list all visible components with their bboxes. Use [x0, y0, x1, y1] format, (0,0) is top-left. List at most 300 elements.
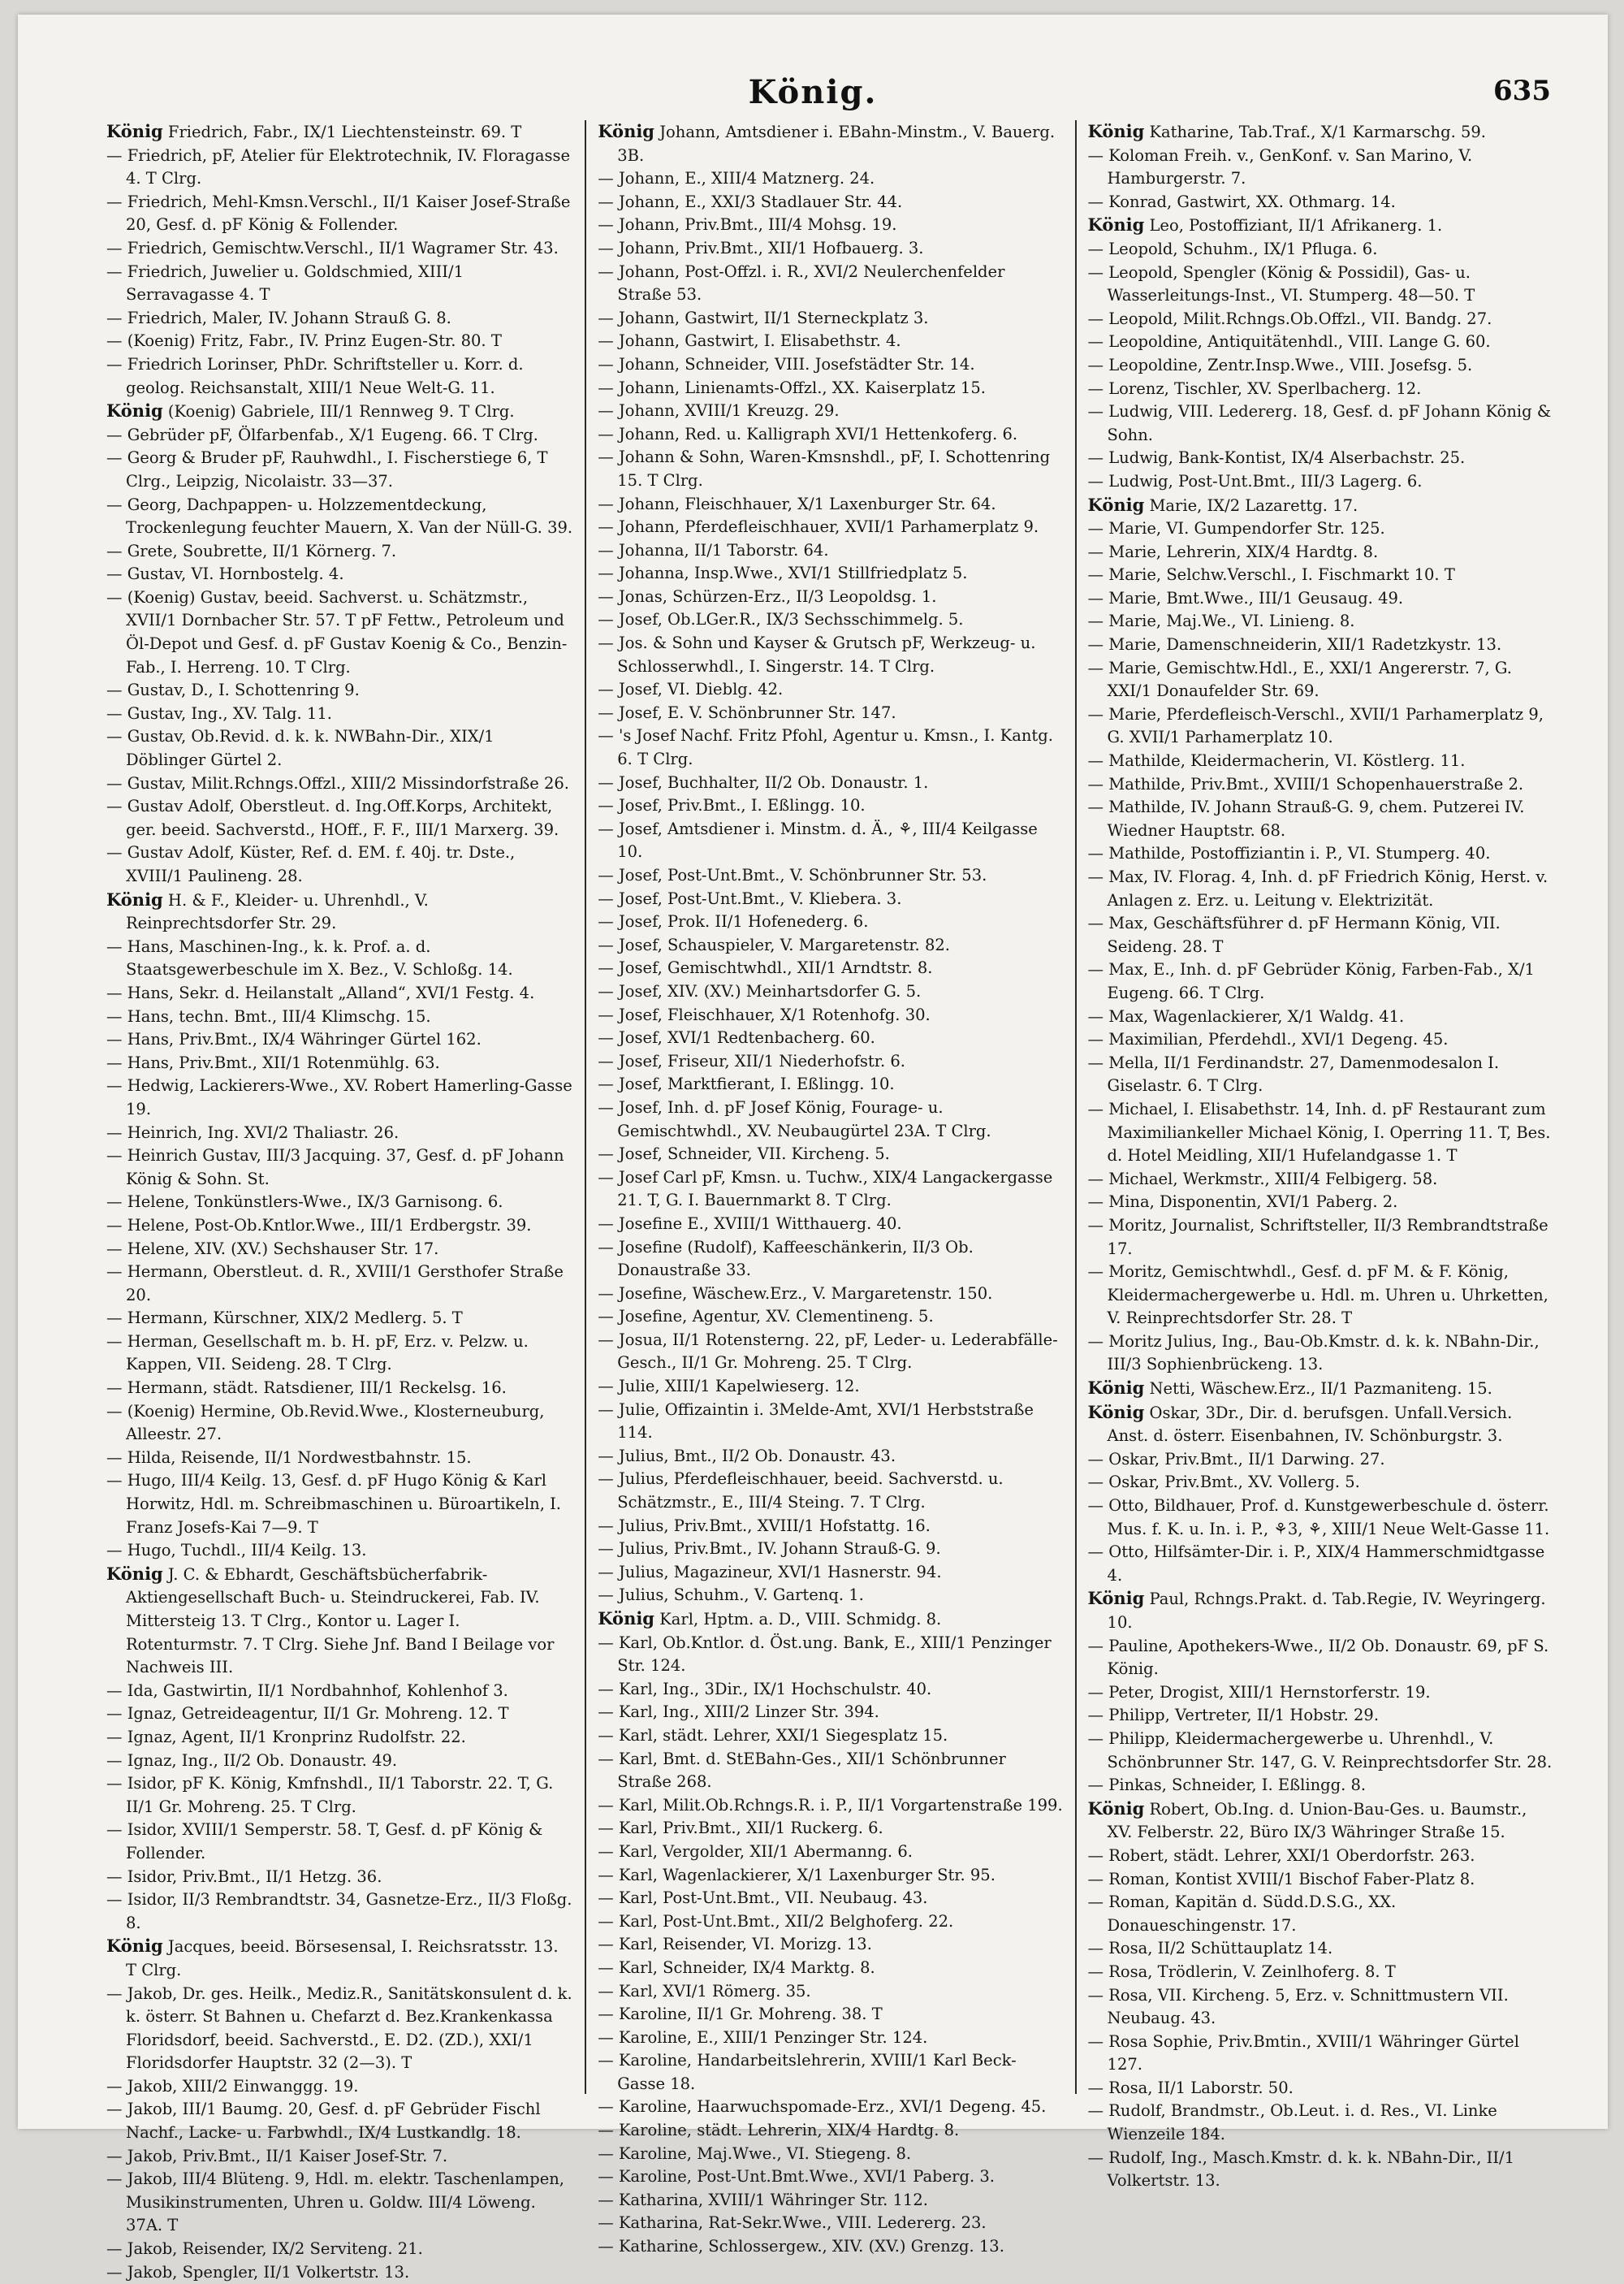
directory-entry — [1088, 1377, 1553, 1401]
surname-heading: König — [598, 121, 654, 141]
surname-heading: König — [106, 1936, 163, 1957]
directory-entry — [598, 191, 1063, 214]
entry-text: — Oskar, Priv.Bmt., XV. Vollerg. 5. — [1087, 1473, 1360, 1492]
entry-text: — Friedrich, Mehl-Kmsn.Verschl., II/1 Kaiser Josef-Straße 20, Gesf. d. pF König & Follender. — [106, 192, 571, 235]
directory-entry — [106, 540, 573, 564]
directory-entry — [598, 934, 1063, 958]
entry-text: — Josef, XVI/1 Redtenbacherg. 60. — [598, 1028, 875, 1048]
entry-text: — Grete, Soubrette, II/1 Körnerg. 7. — [106, 541, 397, 560]
entry-text: — Hilda, Reisende, II/1 Nordwestbahnstr. 15. — [106, 1447, 472, 1467]
entry-text: — Hugo, III/4 Keilg. 13, Gesf. d. pF Hugo König & Karl Horwitz, Hdl. m. Schreibmaschinen u. Büroartikeln, I. Franz Josefs-Kai 7—9. T — [106, 1471, 562, 1537]
directory-entry — [598, 911, 1063, 934]
directory-entry — [598, 1632, 1063, 1678]
entry-text: — Josef, Gemischtwhdl., XII/1 Arndtstr. 8. — [598, 958, 933, 978]
entry-text: — Marie, Maj.We., VI. Linieng. 8. — [1087, 612, 1355, 631]
entry-text: — Gebrüder pF, Ölfarbenfab., X/1 Eugeng. 66. T Clrg. — [106, 425, 538, 444]
entry-text: — Maximilian, Pferdehdl., XVI/1 Degeng. 45. — [1087, 1030, 1449, 1049]
directory-entry — [1088, 1168, 1553, 1192]
directory-entry — [598, 1329, 1063, 1375]
directory-entry — [598, 1236, 1063, 1283]
entry-text: — Karl, Ob.Kntlor. d. Öst.ung. Bank, E., XIII/1 Penzinger Str. 124. — [598, 1633, 1052, 1676]
entry-text: — Georg & Bruder pF, Rauhwdhl., I. Fischerstiege 6, T Clrg., Leipzig, Nicolaistr. 33—37. — [106, 448, 548, 491]
entry-text: — Hans, Priv.Bmt., IX/4 Währinger Gürtel 162. — [106, 1030, 482, 1049]
entry-text: — Julius, Magazineur, XVI/1 Hasnerstr. 94. — [598, 1562, 942, 1581]
entry-text: — Otto, Hilfsämter-Dir. i. P., XIX/4 Hammerschmidtgasse 4. — [1087, 1542, 1545, 1585]
directory-entry — [106, 1214, 573, 1238]
surname-heading: König — [106, 400, 163, 422]
entry-text: — Rudolf, Ing., Masch.Kmstr. d. k. k. NBahn-Dir., II/1 Volkertstr. 13. — [1087, 2148, 1515, 2191]
entry-text: — Josef, E. V. Schönbrunner Str. 147. — [598, 703, 896, 722]
directory-entry — [106, 261, 573, 307]
entry-text: — Mathilde, Postoffiziantin i. P., VI. Stumperg. 40. — [1087, 844, 1491, 863]
entry-text: — Leopold, Milit.Rchngs.Ob.Offzl., VII. Bandg. 27. — [1087, 309, 1492, 328]
directory-entry — [598, 888, 1063, 911]
directory-entry — [1088, 842, 1553, 866]
entry-text: — (Koenig) Fritz, Fabr., IV. Prinz Eugen-Str. 80. T — [106, 331, 502, 351]
directory-entry — [1088, 120, 1553, 145]
directory-entry — [598, 237, 1063, 261]
entry-text: — Johann, Linienamts-Offzl., XX. Kaiserplatz 15. — [598, 378, 986, 397]
directory-entry — [1088, 750, 1553, 773]
directory-entry — [106, 2168, 573, 2238]
directory-entry — [598, 1724, 1063, 1748]
directory-entry — [1088, 1681, 1553, 1705]
entry-text: Katharine, Tab.Traf., X/1 Karmarschg. 59. — [1144, 123, 1486, 141]
directory-entry — [1088, 1728, 1553, 1774]
surname-heading: König — [1087, 1588, 1145, 1609]
directory-entry — [598, 167, 1063, 191]
entry-text: — Ludwig, Bank-Kontist, IX/4 Alserbachstr. 25. — [1087, 448, 1466, 468]
page-number: 635 — [1493, 75, 1551, 107]
entry-text: — Johann, Priv.Bmt., III/4 Mohsg. 19. — [598, 215, 897, 235]
directory-entry — [1088, 1191, 1553, 1214]
entry-text: — Johann, Priv.Bmt., XII/1 Hofbauerg. 3. — [598, 238, 924, 257]
directory-entry — [598, 377, 1063, 400]
directory-entry — [598, 2212, 1063, 2235]
entry-text: — Julius, Schuhm., V. Gartenq. 1. — [598, 1585, 864, 1605]
directory-entry — [106, 1191, 573, 1214]
column-left — [95, 120, 585, 2282]
directory-entry — [1088, 1797, 1553, 1845]
entry-text: — Karoline, Post-Unt.Bmt.Wwe., XVI/1 Paberg. 3. — [598, 2167, 995, 2187]
directory-entry — [598, 1933, 1063, 1957]
directory-entry — [106, 1888, 573, 1935]
entry-text: — Ignaz, Ing., II/2 Ob. Donaustr. 49. — [106, 1750, 398, 1770]
directory-entry — [1088, 1098, 1553, 1168]
entry-text: — Karl, Wagenlackierer, X/1 Laxenburger Str. 95. — [598, 1865, 996, 1884]
entry-text: — Friedrich, Maler, IV. Johann Strauß G. 8. — [106, 308, 451, 327]
entry-text: — Marie, Lehrerin, XIX/4 Hardtg. 8. — [1087, 542, 1379, 561]
entry-text: — Moritz Julius, Ing., Bau-Ob.Kmstr. d. k. k. NBahn-Dir., III/3 Sophienbrückeng. 13. — [1087, 1331, 1540, 1374]
entry-text: Leo, Postoffiziant, II/1 Afrikanerg. 1. — [1144, 216, 1443, 236]
entry-text: — Jakob, III/4 Blüteng. 9, Hdl. m. elektr. Taschenlampen, Musikinstrumenten, Uhren u. Goldw. III/4 Löweng. 37A. T — [106, 2169, 564, 2235]
directory-entry — [598, 493, 1063, 517]
entry-text: — Karl, Bmt. d. StEBahn-Ges., XII/1 Schönbrunner Straße 268. — [598, 1749, 1006, 1792]
entry-text: — Friedrich, pF, Atelier für Elektrotechnik, IV. Floragasse 4. T Clrg. — [106, 145, 571, 188]
directory-entry — [106, 1539, 573, 1563]
entry-text: — Josef, Marktfierant, I. Eßlingg. 10. — [598, 1075, 895, 1094]
entry-text: — Karl, Vergolder, XII/1 Abermanng. 6. — [598, 1841, 913, 1861]
directory-entry — [598, 702, 1063, 725]
directory-entry — [106, 307, 573, 331]
entry-text: — Pauline, Apothekers-Wwe., II/2 Ob. Donaustr. 69, pF S. König. — [1087, 1636, 1549, 1679]
directory-entry — [1088, 1006, 1553, 1029]
directory-entry — [1088, 354, 1553, 378]
entry-text: Marie, IX/2 Lazarettg. 17. — [1144, 495, 1358, 515]
entry-text: — Johann, E., XXI/3 Stadlauer Str. 44. — [598, 192, 903, 211]
entry-text: Karl, Hptm. a. D., VIII. Schmidg. 8. — [654, 1610, 942, 1629]
directory-entry — [598, 818, 1063, 864]
directory-entry — [106, 1028, 573, 1052]
entry-text: — Josef, Amtsdiener i. Minstm. d. Ä., ⚘, III/4 Keilgasse 10. — [598, 819, 1038, 862]
directory-entry — [106, 1726, 573, 1750]
directory-entry — [598, 957, 1063, 980]
entry-text: — Heinrich Gustav, III/3 Jacquing. 37, Gesf. d. pF Johann König & Sohn. St. — [106, 1146, 564, 1188]
directory-entry — [598, 678, 1063, 702]
entry-text: J. C. & Ebhardt, Geschäftsbücherfabrik-Aktiengesellschaft Buch- u. Steindruckerei, Fab. IV. Mittersteig 13. T Clrg., Kontor u. Lager I. Rotenturmstr. 7. T Clrg. Siehe Jnf. Band I Beilage vor Nachweis III. — [126, 1564, 555, 1677]
entry-text: — Katharina, Rat-Sekr.Wwe., VIII. Ledererg. 23. — [598, 2213, 987, 2233]
directory-entry — [1088, 331, 1553, 354]
directory-entry — [1088, 796, 1553, 842]
entry-text: — Josef, Schauspieler, V. Margaretenstr. 82. — [598, 935, 950, 954]
directory-entry — [598, 1678, 1063, 1702]
directory-entry — [1088, 1587, 1553, 1634]
entry-text: — Robert, städt. Lehrer, XXI/1 Oberdorfstr. 263. — [1087, 1845, 1475, 1865]
directory-entry — [106, 936, 573, 982]
directory-entry — [106, 1006, 573, 1029]
surname-heading: König — [1087, 214, 1145, 236]
entry-text: — Leopoldine, Antiquitätenhdl., VIII. Lange G. 60. — [1087, 332, 1491, 352]
entry-text: — Karl, Post-Unt.Bmt., VII. Neubaug. 43. — [598, 1888, 928, 1908]
entry-text: — Helene, XIV. (XV.) Sechshauser Str. 17. — [106, 1239, 439, 1258]
directory-entry — [106, 1469, 573, 1539]
entry-text: — Mella, II/1 Ferdinandstr. 27, Damenmodesalon I. Giselastr. 6. T Clrg. — [1087, 1053, 1500, 1096]
entry-text: — Johann, Schneider, VIII. Josefstädter Str. 14. — [598, 354, 975, 374]
column-right — [1075, 120, 1565, 2191]
entry-text: — Karl, XVI/1 Römerg. 35. — [598, 1981, 811, 2001]
directory-entry — [1088, 541, 1553, 565]
entry-text: — Johann, Gastwirt, I. Elisabethstr. 4. — [598, 331, 901, 351]
directory-entry — [598, 1794, 1063, 1818]
directory-entry — [106, 1238, 573, 1261]
directory-entry — [1088, 773, 1553, 797]
directory-entry — [598, 1561, 1063, 1585]
entry-text: — Jakob, III/1 Baumg. 20, Gesf. d. pF Gebrüder Fischl Nachf., Lacke- u. Farbwhdl., IX/4 Lustkandlg. 18. — [106, 2100, 541, 2143]
directory-entry — [1088, 587, 1553, 611]
directory-columns — [95, 120, 1565, 2282]
directory-entry — [106, 889, 573, 936]
directory-entry — [598, 1841, 1063, 1864]
directory-entry — [598, 539, 1063, 563]
directory-entry — [1088, 1028, 1553, 1052]
entry-text: — Jakob, Dr. ges. Heilk., Mediz.R., Sanitätskonsulent d. k. k. österr. St Bahnen u. Chefarzt d. Bez.Krankenkassa Floridsdorf, beeid. Sachverstd., E. D2. (ZD.), XXI/1 Floridsdorfer Hauptstr. 32 (2—3). T — [106, 1983, 572, 2073]
entry-text: — Katharina, XVIII/1 Währinger Str. 112. — [598, 2190, 928, 2209]
entry-text: — Ignaz, Agent, II/1 Kronprinz Rudolfstr. 22. — [106, 1727, 466, 1746]
entry-text: — Gustav, D., I. Schottenring 9. — [106, 681, 360, 700]
directory-entry — [106, 2238, 573, 2261]
entry-text: — Josef, Prok. II/1 Hofenederg. 6. — [598, 912, 869, 932]
directory-entry — [1088, 262, 1553, 308]
entry-text: — Johann, Red. u. Kalligraph XVI/1 Hettenkoferg. 6. — [598, 424, 1018, 443]
entry-text: — Lorenz, Tischler, XV. Sperlbacherg. 12. — [1087, 379, 1422, 398]
entry-text: — Julius, Priv.Bmt., IV. Johann Strauß-G. 9. — [598, 1539, 941, 1559]
directory-entry — [598, 1050, 1063, 1074]
entry-text: — Marie, Bmt.Wwe., III/1 Geusaug. 49. — [1087, 588, 1404, 608]
entry-text: — Marie, VI. Gumpendorfer Str. 125. — [1087, 519, 1385, 539]
entry-text: — Rosa Sophie, Priv.Bmtin., XVIII/1 Währinger Gürtel 127. — [1087, 2031, 1519, 2074]
entry-text: — Friedrich Lorinser, PhDr. Schriftsteller u. Korr. d. geolog. Reichsanstalt, XIII/1 Neue Welt-G. 11. — [106, 354, 524, 397]
entry-text: — Josef, XIV. (XV.) Meinhartsdorfer G. 5. — [598, 981, 922, 1001]
directory-entry — [598, 423, 1063, 447]
directory-entry — [106, 1680, 573, 1703]
directory-entry — [106, 1563, 573, 1680]
entry-text: — Johann, E., XIII/4 Matznerg. 24. — [598, 169, 875, 188]
directory-entry — [106, 120, 573, 145]
entry-text: — Gustav, Milit.Rchngs.Offzl., XIII/2 Missindorfstraße 26. — [106, 773, 569, 793]
entry-text: — Roman, Kapitän d. Südd.D.S.G., XX. Donaueschingenstr. 17. — [1087, 1893, 1397, 1935]
directory-entry — [598, 794, 1063, 818]
entry-text: — Hans, Sekr. d. Heilanstalt „Alland“, XVI/1 Festg. 4. — [106, 983, 535, 1002]
directory-entry — [1088, 657, 1553, 703]
entry-text: — Johanna, Insp.Wwe., XVI/1 Stillfriedplatz 5. — [598, 564, 968, 583]
directory-entry — [106, 1122, 573, 1145]
directory-entry — [598, 608, 1063, 632]
directory-entry — [106, 586, 573, 679]
entry-text: — Hans, Priv.Bmt., XII/1 Rotenmühlg. 63. — [106, 1053, 440, 1072]
entry-text: — Josef, Schneider, VII. Kircheng. 5. — [598, 1144, 890, 1164]
directory-entry — [106, 330, 573, 353]
directory-entry — [106, 1935, 573, 1982]
directory-entry — [598, 1538, 1063, 1561]
entry-text: — Max, IV. Florag. 4, Inh. d. pF Friedrich König, Herst. v. Anlagen z. Erz. u. Leitung v. Elektrizität. — [1087, 867, 1548, 910]
directory-entry — [1088, 1495, 1553, 1541]
directory-entry — [106, 841, 573, 888]
directory-entry — [598, 1004, 1063, 1027]
entry-text: — Hermann, Kürschner, XIX/2 Medlerg. 5. T — [106, 1309, 463, 1328]
directory-entry — [1088, 610, 1553, 634]
directory-entry — [598, 214, 1063, 237]
directory-entry — [1088, 1330, 1553, 1377]
entry-text: — Gustav, Ob.Revid. d. k. k. NWBahn-Dir., XIX/1 Döblinger Gürtel 2. — [106, 727, 495, 770]
directory-entry — [598, 562, 1063, 586]
directory-entry — [106, 447, 573, 493]
entry-text: — Jakob, Priv.Bmt., II/1 Kaiser Josef-Str. 7. — [106, 2146, 448, 2165]
entry-text: — Jakob, Reisender, IX/2 Serviteng. 21. — [106, 2239, 423, 2259]
entry-text: Paul, Rchngs.Prakt. d. Tab.Regie, IV. Weyringerg. 10. — [1107, 1590, 1546, 1632]
entry-text: — Gustav, Ing., XV. Talg. 11. — [106, 703, 332, 723]
entry-text: — Karl, Priv.Bmt., XII/1 Ruckerg. 6. — [598, 1819, 883, 1838]
directory-entry — [106, 1075, 573, 1121]
entry-text: — 's Josef Nachf. Fritz Pfohl, Agentur u. Kmsn., I. Kantg. 6. T Clrg. — [598, 726, 1053, 769]
directory-entry — [1088, 1868, 1553, 1892]
directory-entry — [1088, 958, 1553, 1005]
entry-text: — Josef, Ob.LGer.R., IX/3 Sechsschimmelg. 5. — [598, 610, 964, 629]
directory-entry — [598, 1399, 1063, 1445]
directory-entry — [1088, 1052, 1553, 1098]
directory-entry — [106, 353, 573, 400]
directory-entry — [106, 703, 573, 726]
directory-entry — [598, 1957, 1063, 1980]
entry-text: — Friedrich, Gemischtw.Verschl., II/1 Wagramer Str. 43. — [106, 238, 559, 257]
directory-entry — [598, 2119, 1063, 2143]
directory-entry — [1088, 191, 1553, 214]
entry-text: Robert, Ob.Ing. d. Union-Bau-Ges. u. Baumstr., XV. Felberstr. 22, Büro IX/3 Währinger Straße 15. — [1107, 1799, 1527, 1842]
entry-text: — Hans, techn. Bmt., III/4 Klimschg. 15. — [106, 1006, 431, 1026]
directory-entry — [598, 1166, 1063, 1213]
entry-text: — Leopold, Schuhm., IX/1 Pfluga. 6. — [1087, 239, 1378, 258]
directory-entry — [1088, 1471, 1553, 1495]
directory-entry — [598, 632, 1063, 678]
directory-entry — [598, 1445, 1063, 1469]
directory-entry — [1088, 214, 1553, 238]
directory-entry — [598, 586, 1063, 609]
column-middle — [585, 120, 1074, 2256]
directory-entry — [106, 1400, 573, 1447]
directory-entry — [1088, 1704, 1553, 1728]
entry-text: — Peter, Drogist, XIII/1 Hernstorferstr. 19. — [1087, 1682, 1431, 1702]
surname-heading: König — [1087, 1401, 1145, 1422]
directory-entry — [598, 1515, 1063, 1538]
directory-entry — [1088, 1541, 1553, 1587]
directory-entry — [106, 795, 573, 841]
directory-entry — [598, 400, 1063, 423]
directory-entry — [1088, 1937, 1553, 1961]
entry-text: — Max, Geschäftsführer d. pF Hermann König, VII. Seideng. 28. T — [1087, 914, 1501, 956]
entry-text: — Hedwig, Lackierers-Wwe., XV. Robert Hamerling-Gasse 19. — [106, 1076, 572, 1118]
directory-entry — [1088, 1401, 1553, 1448]
entry-text: — Rosa, II/1 Laborstr. 50. — [1087, 2078, 1294, 2097]
directory-entry — [106, 1447, 573, 1470]
directory-entry — [106, 982, 573, 1006]
directory-entry — [106, 563, 573, 586]
directory-entry — [1088, 1635, 1553, 1681]
surname-heading: König — [106, 1563, 163, 1584]
entry-text: — Johann, Post-Offzl. i. R., XVI/2 Neulerchenfelder Straße 53. — [598, 262, 1005, 305]
entry-text: — Johann & Sohn, Waren-Kmsnshdl., pF, I. Schottenring 15. T Clrg. — [598, 448, 1051, 490]
directory-entry — [598, 307, 1063, 331]
directory-entry — [106, 1261, 573, 1307]
entry-text: — Marie, Pferdefleisch-Verschl., XVII/1 Parhamerplatz 9, G. XVII/1 Parhamerplatz 10. — [1087, 704, 1544, 747]
directory-entry — [106, 2075, 573, 2099]
entry-text: — Roman, Kontist XVIII/1 Bischof Faber-Platz 8. — [1087, 1869, 1475, 1888]
directory-entry — [598, 2143, 1063, 2166]
entry-text: — Georg, Dachpappen- u. Holzzementdeckung, Trockenlegung feuchter Mauern, X. Van der Nüll-G. 39. — [106, 495, 573, 538]
entry-text: — Julius, Pferdefleischhauer, beeid. Sachverstd. u. Schätzmstr., E., III/4 Steing. 7. T Clrg. — [598, 1469, 1004, 1512]
entry-text: — Helene, Post-Ob.Kntlor.Wwe., III/1 Erdbergstr. 39. — [106, 1215, 532, 1235]
directory-entry — [106, 1772, 573, 1819]
entry-text: — Ida, Gastwirtin, II/1 Nordbahnhof, Kohlenhof 3. — [106, 1681, 508, 1700]
directory-entry — [1088, 1845, 1553, 1868]
directory-entry — [1088, 634, 1553, 657]
directory-entry — [1088, 866, 1553, 912]
entry-text: — Marie, Gemischtw.Hdl., E., XXI/1 Angererstr. 7, G. XXI/1 Donaufelder Str. 69. — [1087, 658, 1513, 701]
entry-text: — Josef, Post-Unt.Bmt., V. Kliebera. 3. — [598, 889, 902, 908]
directory-entry — [106, 725, 573, 772]
directory-entry — [598, 1143, 1063, 1166]
entry-text: — Karoline, Maj.Wwe., VI. Stiegeng. 8. — [598, 2143, 912, 2163]
entry-text: — Gustav Adolf, Oberstleut. d. Ing.Off.Korps, Architekt, ger. beeid. Sachverstd., HOff., F. F., III/1 Marxerg. 39. — [106, 797, 559, 839]
entry-text: — Karl, Ing., XIII/2 Linzer Str. 394. — [598, 1702, 879, 1722]
directory-entry — [598, 1213, 1063, 1236]
directory-entry — [598, 446, 1063, 492]
entry-text: — Josefine E., XVIII/1 Witthauerg. 40. — [598, 1213, 902, 1233]
directory-entry — [598, 261, 1063, 307]
entry-text: — Karl, Post-Unt.Bmt., XII/2 Belghoferg. 22. — [598, 1911, 954, 1931]
directory-entry — [106, 237, 573, 261]
directory-entry — [106, 191, 573, 237]
directory-entry — [598, 1817, 1063, 1841]
entry-text: — Karl, städt. Lehrer, XXI/1 Siegesplatz 15. — [598, 1725, 948, 1745]
entry-text: — Johann, Pferdefleischhauer, XVII/1 Parhamerplatz 9. — [598, 517, 1039, 537]
directory-entry — [1088, 1961, 1553, 1984]
entry-text: — Jos. & Sohn und Kayser & Grutsch pF, Werkzeug- u. Schlosserwhdl., I. Singerstr. 14. T Clrg. — [598, 634, 1036, 676]
entry-text: — Julie, Offizaintin i. 3Melde-Amt, XVI/1 Herbststraße 114. — [598, 1399, 1034, 1443]
entry-text: — Ignaz, Getreideagentur, II/1 Gr. Mohreng. 12. T — [106, 1704, 509, 1724]
entry-text: — Ludwig, VIII. Ledererg. 18, Gesf. d. pF Johann König & Sohn. — [1087, 402, 1552, 444]
entry-text: — Josefine, Wäschew.Erz., V. Margaretenstr. 150. — [598, 1283, 993, 1303]
entry-text: — (Koenig) Hermine, Ob.Revid.Wwe., Klosterneuburg, Alleestr. 27. — [106, 1401, 545, 1444]
entry-text: — Karoline, Haarwuchspomade-Erz., XVI/1 Degeng. 45. — [598, 2097, 1047, 2117]
entry-text: — Max, E., Inh. d. pF Gebrüder König, Farben-Fab., X/1 Eugeng. 66. T Clrg. — [1087, 960, 1535, 1002]
directory-entry — [106, 145, 573, 191]
directory-entry — [598, 1305, 1063, 1329]
entry-text: — Moritz, Journalist, Schriftsteller, II/3 Rembrandtstraße 17. — [1087, 1215, 1548, 1258]
directory-entry — [1088, 1261, 1553, 1330]
entry-text: — Philipp, Vertreter, II/1 Hobstr. 29. — [1087, 1706, 1380, 1725]
directory-entry — [598, 1027, 1063, 1050]
directory-entry — [598, 516, 1063, 539]
entry-text: Friedrich, Fabr., IX/1 Liechtensteinstr. 69. T — [162, 123, 522, 141]
entry-text: — Hugo, Tuchdl., III/4 Keilg. 13. — [106, 1541, 367, 1560]
entry-text: — Friedrich, Juwelier u. Goldschmied, XIII/1 Serravagasse 4. T — [106, 262, 464, 305]
entry-text: — Rosa, II/2 Schüttauplatz 14. — [1087, 1939, 1333, 1958]
directory-entry — [1088, 1448, 1553, 1472]
entry-text: — Josef, Inh. d. pF Josef König, Fourage- u. Gemischtwhdl., XV. Neubaugürtel 23A. T Clrg. — [598, 1097, 991, 1140]
entry-text: H. & F., Kleider- u. Uhrenhdl., V. Reinprechtsdorfer Str. 29. — [126, 890, 429, 933]
entry-text: — Marie, Selchw.Verschl., I. Fischmarkt 10. T — [1087, 565, 1455, 585]
entry-text: — Josef Carl pF, Kmsn. u. Tuchw., XIX/4 Langackergasse 21. T, G. I. Bauernmarkt 8. T Clrg. — [598, 1167, 1053, 1210]
directory-entry — [1088, 2031, 1553, 2077]
entry-text: — Gustav, VI. Hornbostelg. 4. — [106, 565, 344, 584]
entry-text: — Karoline, II/1 Gr. Mohreng. 38. T — [598, 2005, 883, 2024]
entry-text: — (Koenig) Gustav, beeid. Sachverst. u. Schätzmstr., XVII/1 Dornbacher Str. 57. T pF Fettw., Petroleum und Öl-Depot und Gesf. d. pF Gustav Koenig & Co., Benzin-Fab., I. Herreng. 10. T Clrg. — [106, 587, 568, 677]
entry-text: — Julius, Bmt., II/2 Ob. Donaustr. 43. — [598, 1446, 896, 1465]
directory-entry — [1088, 1891, 1553, 1937]
directory-entry — [598, 2189, 1063, 2213]
directory-entry — [1088, 2147, 1553, 2193]
entry-text: — Rosa, VII. Kircheng. 5, Erz. v. Schnittmustern VII. Neubaug. 43. — [1087, 1985, 1509, 2028]
entry-text: — Helene, Tonkünstlers-Wwe., IX/3 Garnisong. 6. — [106, 1192, 503, 1212]
directory-entry — [598, 1375, 1063, 1399]
entry-text: — Karoline, städt. Lehrerin, XIX/4 Hardtg. 8. — [598, 2121, 960, 2140]
directory-entry — [106, 2261, 573, 2284]
directory-entry — [598, 2165, 1063, 2189]
surname-heading: König — [1087, 494, 1145, 515]
running-head: König. — [748, 73, 878, 111]
directory-entry — [1088, 564, 1553, 587]
entry-text: — Josua, II/1 Rotensterng. 22, pF, Leder- u. Lederabfälle-Gesch., II/1 Gr. Mohreng. 25. T Clrg. — [598, 1330, 1058, 1373]
surname-heading: König — [1087, 121, 1145, 141]
directory-entry — [106, 1866, 573, 1889]
directory-entry — [598, 772, 1063, 795]
entry-text: — Josef, Priv.Bmt., I. Eßlingg. 10. — [598, 796, 866, 815]
entry-text: — Jonas, Schürzen-Erz., II/3 Leopoldsg. 1. — [598, 586, 937, 606]
entry-text: — Leopoldine, Zentr.Insp.Wwe., VIII. Josefsg. 5. — [1087, 355, 1473, 374]
entry-text: — Johann, XVIII/1 Kreuzg. 29. — [598, 401, 840, 421]
entry-text: — Karl, Milit.Ob.Rchngs.R. i. P., II/1 Vorgartenstraße 199. — [598, 1795, 1063, 1815]
entry-text: — Karl, Ing., 3Dir., IX/1 Hochschulstr. 40. — [598, 1679, 932, 1698]
directory-entry — [598, 980, 1063, 1004]
